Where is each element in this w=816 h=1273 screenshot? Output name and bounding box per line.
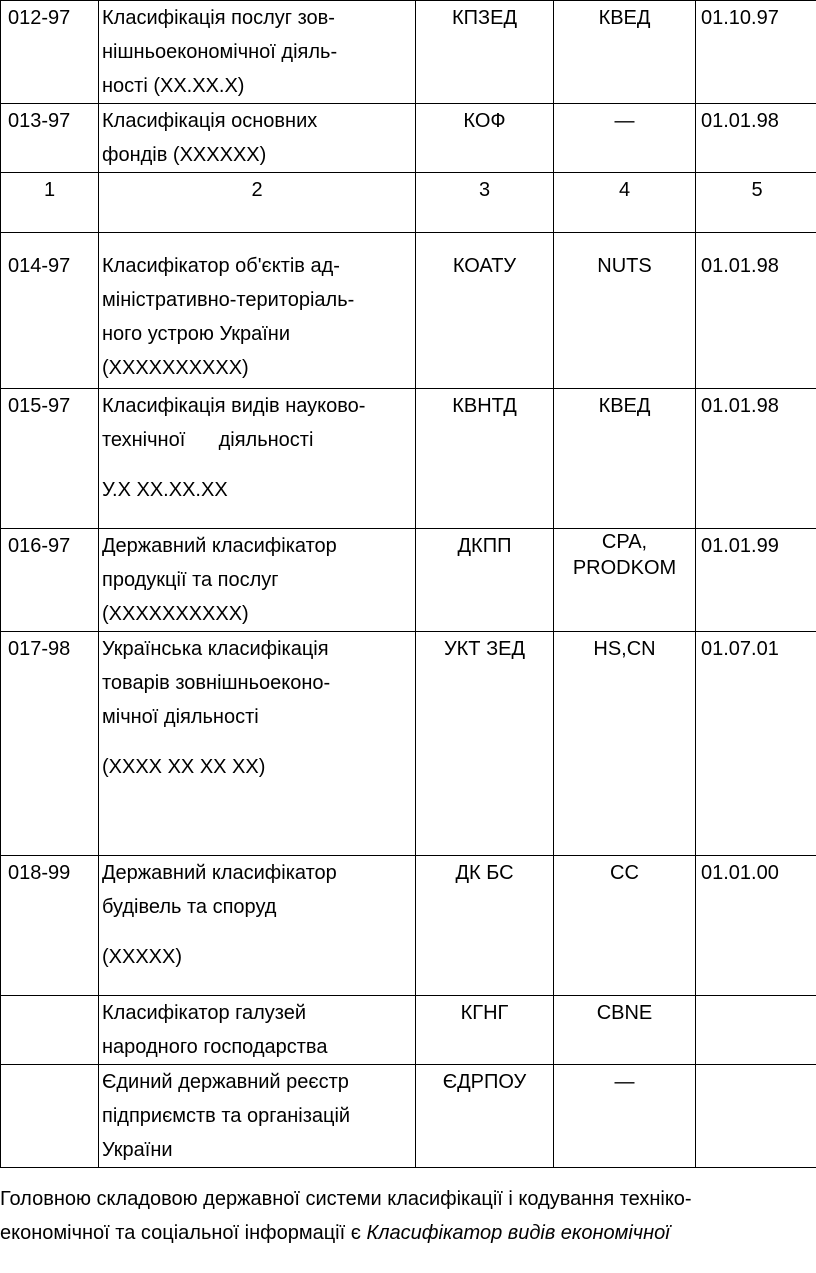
code-cell: 014-97: [1, 233, 99, 389]
date-cell: 01.07.01: [696, 632, 816, 856]
name-cell: Українська класифікація товарів зовнішньоеконо- мічної діяльності (ХХХХ ХХ ХХ ХХ): [99, 632, 416, 856]
column-number-row: [1, 173, 816, 233]
code-cell: 017-98: [1, 632, 99, 856]
table-row: [1, 104, 816, 173]
intl-cell: CC: [554, 856, 696, 996]
name-cell: Єдиний державний реєстр підприємств та організацій України: [99, 1065, 416, 1168]
date-cell: 01.01.98: [696, 389, 816, 529]
date-cell: 01.01.00: [696, 856, 816, 996]
code-cell: 016-97: [1, 529, 99, 632]
table-row: [1, 856, 816, 996]
intl-cell: CPA, PRODKOM: [554, 529, 696, 632]
column-number: 1: [1, 173, 99, 233]
intl-cell: NUTS: [554, 233, 696, 389]
abbr-cell: ЄДРПОУ: [416, 1065, 554, 1168]
table-row: [1, 996, 816, 1065]
date-cell: 01.01.99: [696, 529, 816, 632]
paragraph-line: економічної та соціальної інформації є Класифікатор видів економічної: [0, 1222, 670, 1244]
abbr-cell: УКТ ЗЕД: [416, 632, 554, 856]
abbr-cell: КОФ: [416, 104, 554, 173]
date-cell: [696, 1065, 816, 1168]
table-row: [1, 233, 816, 389]
code-cell: 012-97: [1, 1, 99, 104]
italic-term: Класифікатор видів економічної: [366, 1222, 670, 1244]
abbr-cell: ДКПП: [416, 529, 554, 632]
column-number: 4: [554, 173, 696, 233]
intl-cell: —: [554, 104, 696, 173]
column-number: 5: [696, 173, 816, 233]
name-cell: Класифікатор об'єктів ад- міністративно-територіаль- ного устрою України (ХХХХХХХХХХ): [99, 233, 416, 389]
date-cell: 01.01.98: [696, 233, 816, 389]
name-cell: Класифікація основних фондів (ХХХХХХ): [99, 104, 416, 173]
intl-cell: —: [554, 1065, 696, 1168]
intl-cell: CBNE: [554, 996, 696, 1065]
table-row: [1, 1, 816, 104]
date-cell: 01.01.98: [696, 104, 816, 173]
table-row: [1, 632, 816, 856]
abbr-cell: ДК БС: [416, 856, 554, 996]
abbr-cell: КГНГ: [416, 996, 554, 1065]
intl-cell: КВЕД: [554, 389, 696, 529]
date-cell: [696, 996, 816, 1065]
table-row: [1, 1065, 816, 1168]
abbr-cell: КВНТД: [416, 389, 554, 529]
name-cell: Класифікація послуг зов- нішньоекономічної діяль- ності (ХХ.ХХ.Х): [99, 1, 416, 104]
code-cell: 015-97: [1, 389, 99, 529]
table-row: [1, 389, 816, 529]
intl-cell: HS,CN: [554, 632, 696, 856]
abbr-cell: КОАТУ: [416, 233, 554, 389]
intl-cell: КВЕД: [554, 1, 696, 104]
table-row: [1, 529, 816, 632]
name-cell: Класифікатор галузей народного господарства: [99, 996, 416, 1065]
abbr-cell: КПЗЕД: [416, 1, 554, 104]
name-cell: Державний класифікатор будівель та споруд (ХХХХХ): [99, 856, 416, 996]
column-number: 3: [416, 173, 554, 233]
code-cell: 018-99: [1, 856, 99, 996]
paragraph-line: Головною складовою державної системи класифікації і кодування техніко-: [0, 1188, 692, 1210]
code-cell: [1, 996, 99, 1065]
name-cell: Класифікація видів науково- технічної діяльності У.Х ХХ.ХХ.ХХ: [99, 389, 416, 529]
date-cell: 01.10.97: [696, 1, 816, 104]
code-cell: 013-97: [1, 104, 99, 173]
name-cell: Державний класифікатор продукції та послуг (ХХХХХХХХХХ): [99, 529, 416, 632]
code-cell: [1, 1065, 99, 1168]
body-paragraph: [0, 1182, 816, 1250]
column-number: 2: [99, 173, 416, 233]
